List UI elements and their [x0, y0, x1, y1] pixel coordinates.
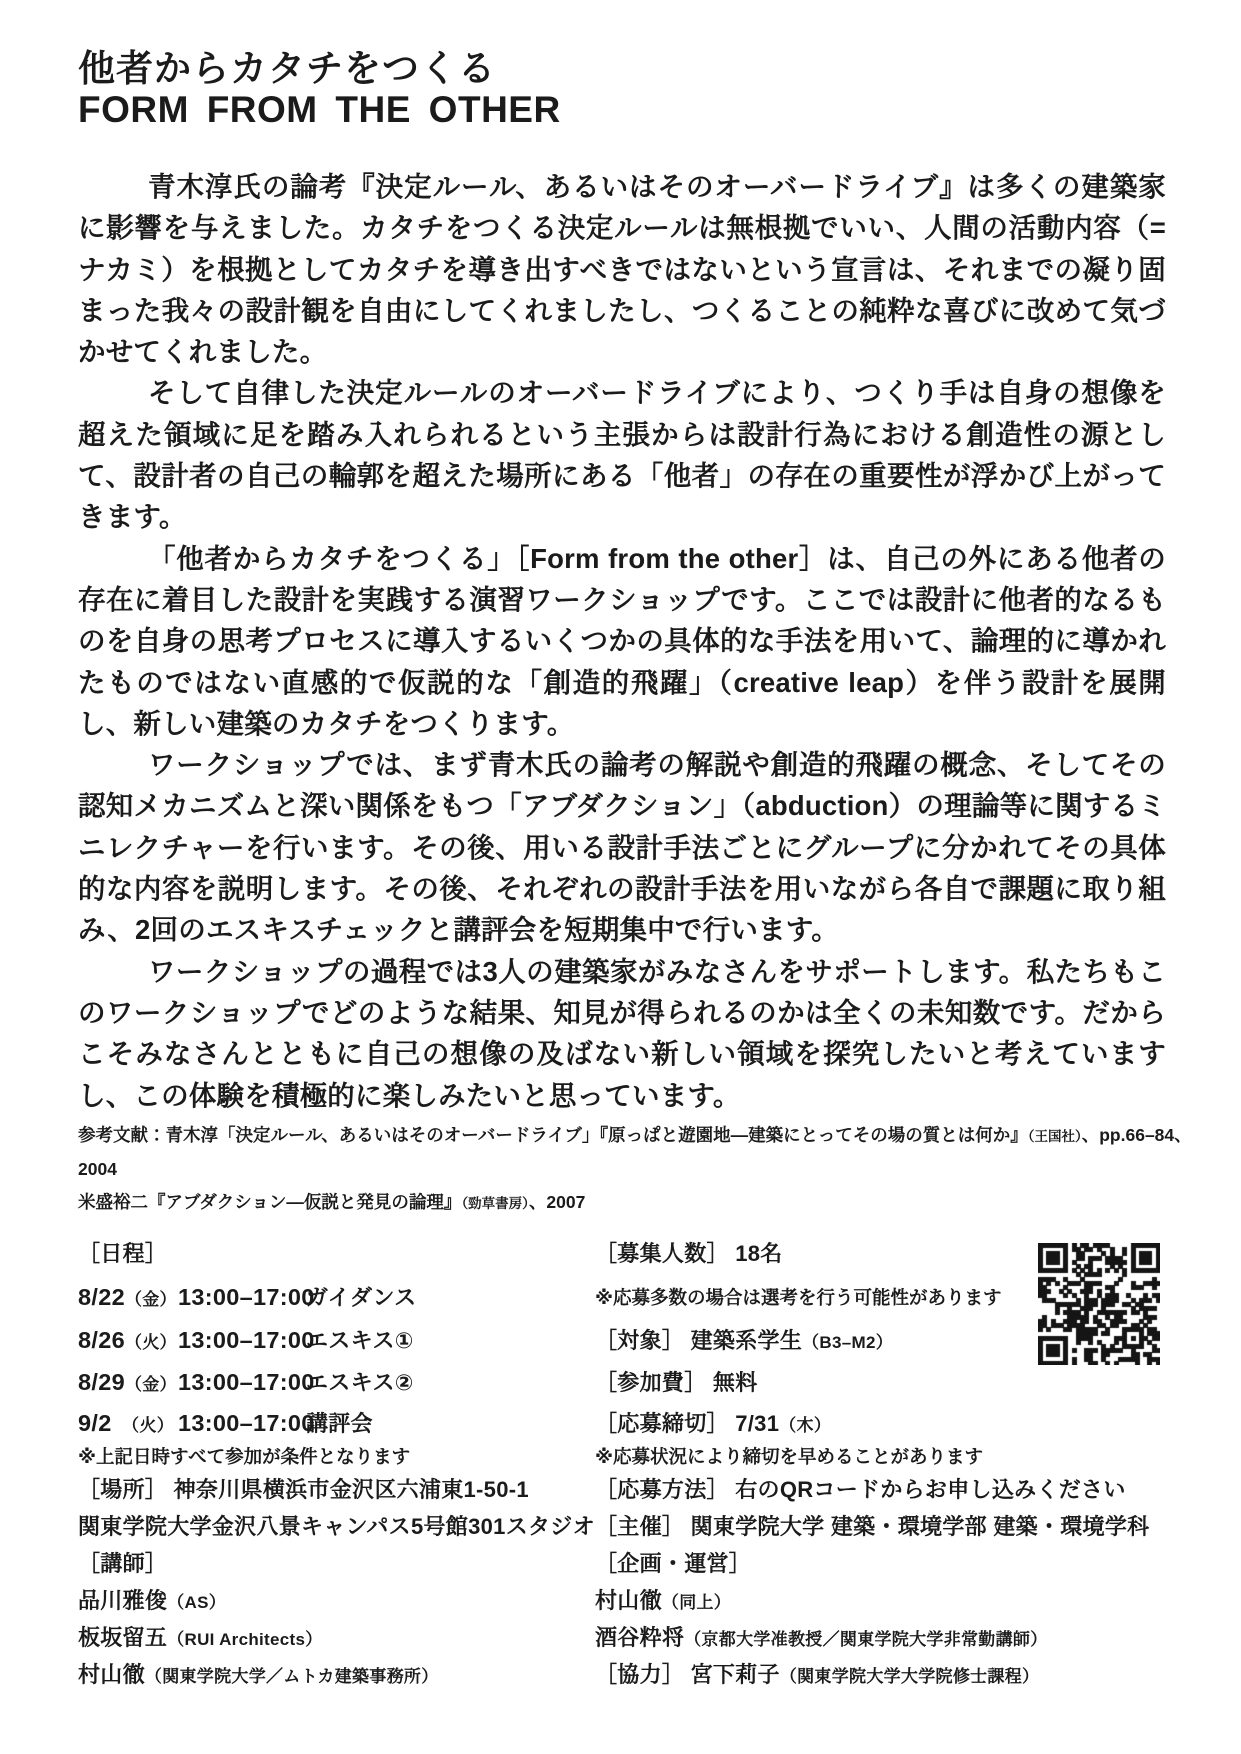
schedule-heading: ［日程］	[78, 1241, 168, 1266]
schedule-event: エスキス①	[306, 1328, 414, 1353]
target-line: ［対象］ 建築系学生（B3–M2）	[595, 1328, 894, 1353]
schedule-date: 9/2	[78, 1410, 112, 1436]
schedule-date: 8/26	[78, 1327, 125, 1353]
page-title-en: FORM FROM THE OTHER	[78, 89, 561, 130]
schedule-time: 13:00–17:00	[178, 1327, 315, 1353]
schedule-note: ※上記日時すべて参加が条件となります	[78, 1446, 411, 1467]
fee-line: ［参加費］ 無料	[595, 1370, 758, 1395]
reference-line-2: 米盛裕二『アブダクション―仮説と発見の論理』（勁草書房）、2007	[78, 1192, 586, 1212]
qr-code-image	[1038, 1243, 1160, 1365]
lecturers-heading: ［講師］	[78, 1551, 168, 1576]
organizer-line: ［主催］ 関東学院大学 建築・環境学部 建築・環境学科	[595, 1514, 1150, 1539]
lecturer-itasaka: 板坂留五（RUI Architects）	[78, 1625, 323, 1650]
planner-murayama: 村山徹（同上）	[595, 1588, 732, 1613]
cooperation-line: ［協力］ 宮下莉子（関東学院大学大学院修士課程）	[595, 1662, 1040, 1687]
page-title-ja: 他者からカタチをつくる	[78, 48, 496, 89]
schedule-row-esquisse-1	[78, 1327, 414, 1356]
schedule-row-review	[78, 1410, 373, 1439]
schedule-time: 13:00–17:00	[178, 1284, 315, 1310]
schedule-weekday: （火）	[124, 1333, 177, 1352]
schedule-time: 13:00–17:00	[178, 1410, 315, 1436]
lecturer-shinagawa: 品川雅俊（AS）	[78, 1588, 227, 1613]
body-paragraph-4: ワークショップでは、まず青木氏の論考の解説や創造的飛躍の概念、そしてその認知メカニズムと深い関係をもつ「アブダクション」（abduction）の理論等に関するミニレクチャーを行います。その後、用いる設計手法ごとにグループに分かれてその具体的な内容を説明します。その後、それぞれの設計手法を用いながら各自で課題に取り組み、2回のエスキスチェックと講評会を短期集中で行います。	[78, 749, 1166, 946]
body-paragraph-2: そして自律した決定ルールのオーバードライブにより、つくり手は自身の想像を超えた領域に足を踏み入れられるという主張からは設計行為における創造性の源として、設計者の自己の輪郭を超えた場所にある「他者」の存在の重要性が浮かび上がってきます。	[78, 377, 1166, 533]
deadline-note: ※応募状況により締切を早めることがあります	[595, 1446, 983, 1467]
venue-line-2: 関東学院大学金沢八景キャンパス5号館301スタジオ	[78, 1514, 595, 1539]
lecturer-murayama: 村山徹（関東学院大学／ムトカ建築事務所）	[78, 1662, 439, 1687]
capacity-note: ※応募多数の場合は選考を行う可能性があります	[595, 1287, 1002, 1308]
schedule-row-guidance	[78, 1284, 416, 1313]
venue-line: ［場所］ 神奈川県横浜市金沢区六浦東1-50-1	[78, 1477, 529, 1502]
info-column-right	[595, 0, 1195, 1754]
info-column-left	[78, 0, 593, 1754]
application-line: ［応募方法］ 右のQRコードからお申し込みください	[595, 1477, 1126, 1502]
schedule-event: エスキス②	[306, 1370, 414, 1395]
schedule-event: 講評会	[306, 1411, 373, 1436]
reference-line-1: 参考文献：青木淳「決定ルール、あるいはそのオーバードライブ」『原っぱと遊園地―建築にとってその場の質とは何か』（王国社）、pp.66–84、2004	[78, 1125, 1192, 1179]
schedule-weekday: （金）	[124, 1375, 177, 1394]
body-paragraph-3: 「他者からカタチをつくる」［Form from the other］は、自己の外にある他者の存在に着目した設計を実践する演習ワークショップです。ここでは設計に他者的なるものを自身の思考プロセスに導入するいくつかの具体的な手法を用いて、論理的に導かれたものではない直感的で仮説的な「創造的飛躍」（creative leap）を伴う設計を展開し、新しい建築のカタチをつくります。	[78, 542, 1166, 739]
capacity-line: ［募集人数］ 18名	[595, 1241, 783, 1266]
schedule-weekday: （金）	[124, 1290, 177, 1309]
body-paragraph-1: 青木淳氏の論考『決定ルール、あるいはそのオーバードライブ』は多くの建築家に影響を与えました。カタチをつくる決定ルールは無根拠でいい、人間の活動内容（=ナカミ）を根拠としてカタチを導き出すべきではないという宣言は、それまでの凝り固まった我々の設計観を自由にしてくれましたし、つくることの純粋な喜びに改めて気づかせてくれました。	[78, 171, 1166, 368]
body-paragraph-5: ワークショップの過程では3人の建築家がみなさんをサポートします。私たちもこのワークショップでどのような結果、知見が得られるのかは全くの未知数です。だからこそみなさんとともに自己の想像の及ばない新しい領域を探究したいと考えていますし、この体験を積極的に楽しみたいと思っています。	[78, 955, 1166, 1111]
schedule-event: ガイダンス	[306, 1285, 417, 1310]
planner-sakatani: 酒谷粋将（京都大学准教授／関東学院大学非常勤講師）	[595, 1625, 1048, 1650]
schedule-weekday: （火）	[122, 1416, 174, 1435]
schedule-row-esquisse-2	[78, 1369, 414, 1398]
planning-heading: ［企画・運営］	[595, 1551, 752, 1576]
deadline-line: ［応募締切］ 7/31（木）	[595, 1411, 832, 1436]
schedule-date: 8/22	[78, 1284, 125, 1310]
schedule-date: 8/29	[78, 1369, 125, 1395]
schedule-time: 13:00–17:00	[178, 1369, 315, 1395]
